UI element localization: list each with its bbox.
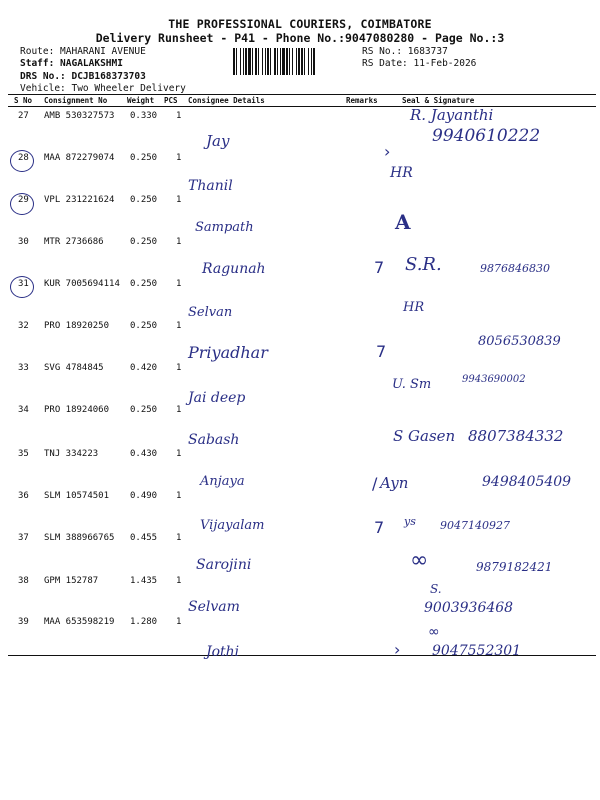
row-pcs: 1 bbox=[176, 576, 182, 586]
handwritten-name: Selvam bbox=[188, 599, 240, 615]
barcode-bar bbox=[252, 48, 253, 75]
ink-tick: 7 bbox=[376, 342, 387, 361]
barcode-bar bbox=[265, 48, 266, 75]
row-sno: 32 bbox=[18, 321, 29, 331]
row-sno: 30 bbox=[18, 237, 29, 247]
row-pcs: 1 bbox=[176, 321, 182, 331]
handwritten-signature: S Gasen bbox=[393, 427, 456, 445]
handwritten-phone: 9940610222 bbox=[432, 126, 541, 146]
handwritten-phone: 8807384332 bbox=[468, 427, 564, 445]
handwritten-signature: HR bbox=[390, 165, 413, 181]
handwritten-name: Vijayalam bbox=[200, 518, 265, 533]
handwritten-phone: 9047140927 bbox=[440, 519, 510, 532]
barcode-bar bbox=[274, 48, 276, 75]
handwritten-name: Jai deep bbox=[188, 390, 246, 406]
row-sno: 39 bbox=[18, 617, 29, 627]
row-sno: 28 bbox=[18, 153, 29, 163]
handwritten-phone: 9498405409 bbox=[482, 474, 572, 490]
row-sno: 29 bbox=[18, 195, 29, 205]
row-pcs: 1 bbox=[176, 111, 182, 121]
barcode-bar bbox=[240, 48, 241, 75]
handwritten-name: Thanil bbox=[188, 178, 233, 194]
handwritten-phone: 9876846830 bbox=[480, 262, 550, 275]
row-weight: 0.250 bbox=[130, 153, 158, 163]
handwritten-signature: S.R. bbox=[405, 254, 442, 275]
row-sno: 38 bbox=[18, 576, 29, 586]
handwritten-phone: 9047552301 bbox=[432, 643, 522, 659]
row-weight: 0.455 bbox=[130, 533, 158, 543]
handwritten-signature: A bbox=[395, 210, 411, 234]
handwritten-signature: Ayn bbox=[380, 474, 409, 492]
row-pcs: 1 bbox=[176, 533, 182, 543]
row-pcs: 1 bbox=[176, 153, 182, 163]
row-pcs: 1 bbox=[176, 363, 182, 373]
barcode-bar bbox=[292, 48, 293, 75]
barcode-bar bbox=[313, 48, 315, 75]
barcode-bar bbox=[308, 48, 309, 75]
row-pcs: 1 bbox=[176, 195, 182, 205]
handwritten-name: Selvan bbox=[188, 305, 233, 320]
barcode-bar bbox=[245, 48, 247, 75]
col-remarks: Remarks bbox=[346, 96, 378, 105]
row-sno: 35 bbox=[18, 449, 29, 459]
barcode-bar bbox=[277, 48, 278, 75]
row-consignment-no: SVG 4784845 bbox=[44, 363, 104, 373]
barcode-bar bbox=[298, 48, 300, 75]
row-sno: 34 bbox=[18, 405, 29, 415]
row-weight: 0.490 bbox=[130, 491, 158, 501]
handwritten-signature: ys bbox=[404, 515, 416, 528]
barcode-bar bbox=[311, 48, 312, 75]
ink-mark: ∞ bbox=[410, 548, 429, 573]
row-sno: 33 bbox=[18, 363, 29, 373]
row-pcs: 1 bbox=[176, 237, 182, 247]
barcode-bar bbox=[248, 48, 251, 75]
row-sno: 36 bbox=[18, 491, 29, 501]
barcode-bar bbox=[267, 48, 269, 75]
barcode-bar bbox=[289, 48, 290, 75]
barcode-bar bbox=[236, 48, 237, 75]
barcode-bar bbox=[301, 48, 303, 75]
row-consignment-no: KUR 7005694114 bbox=[44, 279, 120, 289]
barcode bbox=[232, 48, 358, 75]
handwritten-name: Jay bbox=[206, 132, 230, 150]
barcode-bar bbox=[270, 48, 271, 75]
rs-date: RS Date: 11-Feb-2026 bbox=[362, 58, 477, 69]
ink-circle bbox=[10, 150, 34, 172]
ink-circle bbox=[10, 193, 34, 215]
row-sno: 31 bbox=[18, 279, 29, 289]
row-weight: 0.430 bbox=[130, 449, 158, 459]
row-pcs: 1 bbox=[176, 449, 182, 459]
company-title: THE PROFESSIONAL COURIERS, COIMBATORE bbox=[168, 17, 432, 31]
rs-number: RS No.: 1683737 bbox=[362, 46, 448, 57]
barcode-bar bbox=[282, 48, 285, 75]
header-top-rule bbox=[8, 94, 596, 95]
row-consignment-no: VPL 231221624 bbox=[44, 195, 115, 205]
ink-tick: 7 bbox=[374, 258, 385, 277]
ink-tick: 7 bbox=[374, 518, 385, 537]
row-consignment-no: SLM 388966765 bbox=[44, 533, 115, 543]
handwritten-name: Sabash bbox=[188, 432, 240, 448]
row-consignment-no: TNJ 334223 bbox=[44, 449, 99, 459]
row-pcs: 1 bbox=[176, 491, 182, 501]
ink-tick: › bbox=[394, 640, 401, 659]
row-consignment-no: MAA 872279074 bbox=[44, 153, 115, 163]
col-consignment: Consignment No bbox=[44, 96, 108, 105]
barcode-bar bbox=[233, 48, 235, 75]
ink-tick: / bbox=[372, 474, 378, 493]
handwritten-name: Sarojini bbox=[196, 557, 252, 573]
row-weight: 0.250 bbox=[130, 195, 158, 205]
row-weight: 0.250 bbox=[130, 405, 158, 415]
header-bottom-rule bbox=[8, 106, 596, 107]
handwritten-signature: HR bbox=[403, 300, 425, 315]
handwritten-name: Jothi bbox=[206, 644, 240, 660]
row-consignment-no: SLM 10574501 bbox=[44, 491, 110, 501]
col-consignee: Consignee Details bbox=[188, 96, 265, 105]
barcode-bar bbox=[304, 48, 305, 75]
row-weight: 0.250 bbox=[130, 237, 158, 247]
barcode-bar bbox=[286, 48, 288, 75]
col-sno: S No bbox=[14, 96, 33, 105]
handwritten-name: Anjaya bbox=[200, 474, 245, 489]
row-sno: 37 bbox=[18, 533, 29, 543]
row-weight: 0.250 bbox=[130, 321, 158, 331]
staff-label: Staff: NAGALAKSHMI bbox=[20, 58, 123, 69]
row-pcs: 1 bbox=[176, 617, 182, 627]
row-weight: 1.435 bbox=[130, 576, 158, 586]
row-weight: 0.250 bbox=[130, 279, 158, 289]
vehicle-label: Vehicle: Two Wheeler Delivery bbox=[20, 83, 186, 94]
row-consignment-no: MTR 2736686 bbox=[44, 237, 104, 247]
row-consignment-no: MAA 653598219 bbox=[44, 617, 115, 627]
runsheet-subtitle: Delivery Runsheet - P41 - Phone No.:9047080280 - Page No.:3 bbox=[95, 31, 505, 45]
ink-mark: ∞ bbox=[428, 624, 440, 640]
row-weight: 1.280 bbox=[130, 617, 158, 627]
row-pcs: 1 bbox=[176, 279, 182, 289]
row-sno: 27 bbox=[18, 111, 29, 121]
row-consignment-no: PRO 18924060 bbox=[44, 405, 110, 415]
row-weight: 0.420 bbox=[130, 363, 158, 373]
handwritten-name: Sampath bbox=[195, 220, 254, 235]
ink-tick: › bbox=[384, 142, 391, 161]
handwritten-name: Ragunah bbox=[202, 261, 266, 277]
ink-circle bbox=[10, 276, 34, 298]
row-consignment-no: GPM 152787 bbox=[44, 576, 99, 586]
col-pcs: PCS bbox=[164, 96, 178, 105]
row-pcs: 1 bbox=[176, 405, 182, 415]
barcode-bar bbox=[280, 48, 281, 75]
handwritten-phone: 9943690002 bbox=[462, 374, 526, 385]
barcode-bar bbox=[243, 48, 244, 75]
col-seal: Seal & Signature bbox=[402, 96, 475, 105]
barcode-bar bbox=[258, 48, 259, 75]
drs-label: DRS No.: DCJB168373703 bbox=[20, 71, 146, 82]
handwritten-signature: S. bbox=[430, 582, 442, 596]
handwritten-name: Priyadhar bbox=[188, 343, 268, 362]
handwritten-phone: 9003936468 bbox=[424, 600, 514, 616]
route-label: Route: MAHARANI AVENUE bbox=[20, 46, 146, 57]
handwritten-signature: U. Sm bbox=[392, 377, 432, 392]
row-weight: 0.330 bbox=[130, 111, 158, 121]
handwritten-signature: R. Jayanthi bbox=[410, 106, 494, 124]
handwritten-phone: 8056530839 bbox=[478, 334, 561, 349]
barcode-bar bbox=[296, 48, 297, 75]
barcode-bar bbox=[262, 48, 263, 75]
row-consignment-no: PRO 18920250 bbox=[44, 321, 110, 331]
handwritten-phone: 9879182421 bbox=[476, 560, 553, 574]
col-weight: Weight bbox=[127, 96, 155, 105]
barcode-bar bbox=[255, 48, 257, 75]
row-consignment-no: AMB 530327573 bbox=[44, 111, 115, 121]
